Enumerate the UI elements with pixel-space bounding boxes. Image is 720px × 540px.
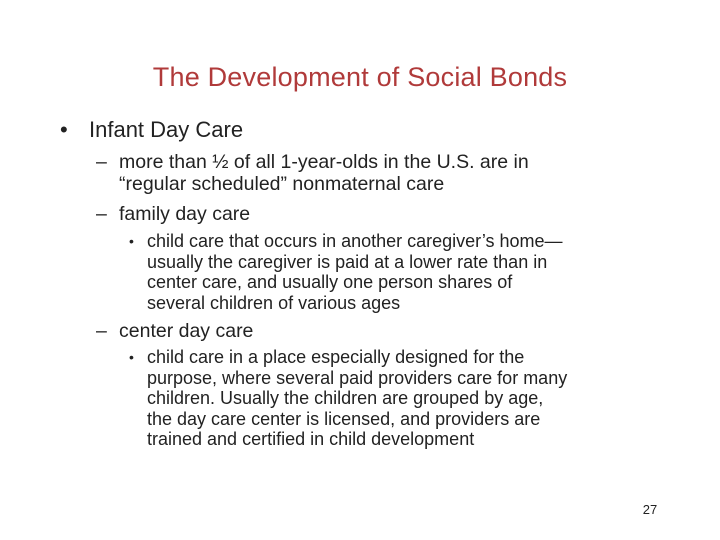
bullet-marker: • (129, 349, 134, 365)
text-line: child care that occurs in another caregiver’s home— (147, 231, 563, 251)
sub-bullet-text (119, 151, 529, 195)
text-line: center care, and usually one person shares of (147, 272, 513, 292)
text-line: usually the caregiver is paid at a lower rate than in (147, 251, 548, 272)
dash-marker: – (96, 320, 107, 342)
bullet-marker: • (129, 233, 134, 249)
text-line: the day care center is licensed, and providers are (147, 408, 541, 429)
text-line: several children of various ages (147, 292, 401, 313)
detail-text (147, 347, 567, 450)
text-line: children. Usually the children are grouped by age, (147, 388, 544, 408)
sub-bullet-text: center day care (119, 320, 254, 342)
dash-marker: – (96, 203, 107, 225)
text-line: “regular scheduled” nonmaternal care (119, 173, 445, 195)
detail-text (147, 231, 563, 313)
text-line: trained and certified in child development (147, 429, 475, 449)
bullet-marker: • (60, 117, 68, 142)
text-line: more than ½ of all 1-year-olds in the U.S. are in (119, 151, 529, 173)
text-line: purpose, where several paid providers care for many (147, 367, 568, 388)
dash-marker: – (96, 151, 107, 173)
sub-bullet-text: family day care (119, 203, 251, 225)
page-number: 27 (642, 502, 658, 517)
slide-title: The Development of Social Bonds (152, 62, 568, 92)
text-line: child care in a place especially designed for the (147, 347, 525, 367)
bullet-text: Infant Day Care (89, 117, 244, 142)
